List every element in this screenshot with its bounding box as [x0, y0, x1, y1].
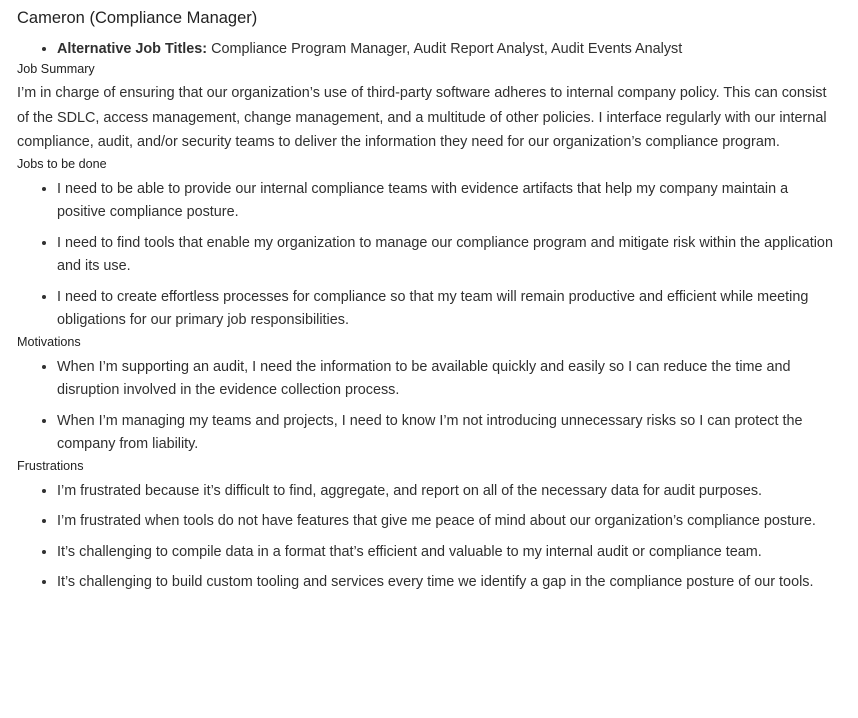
- motivations-list: [17, 356, 840, 457]
- frustrations-heading: Frustrations: [17, 458, 84, 473]
- list-item: • I’m frustrated when tools do not have features that give me peace of mind about our organization’s compliance posture.: [57, 510, 840, 534]
- list-item: • I’m frustrated because it’s difficult to find, aggregate, and report on all of the necessary data for audit purposes.: [57, 480, 840, 504]
- motivations-heading: Motivations: [17, 334, 81, 349]
- job-summary-heading: Job Summary: [17, 62, 95, 76]
- persona-title: Cameron (Compliance Manager): [17, 9, 258, 27]
- alternative-titles-label: Alternative Job Titles:: [57, 41, 208, 57]
- alternative-titles-value: Compliance Program Manager, Audit Report Analyst, Audit Events Analyst: [211, 41, 683, 57]
- alternative-titles-item: [57, 38, 840, 60]
- list-item: • When I’m managing my teams and projects, I need to know I’m not introducing unnecessary risks so I can protect the company from liability.: [57, 410, 840, 457]
- list-item: • It’s challenging to compile data in a format that’s efficient and valuable to my internal audit or compliance team.: [57, 541, 840, 565]
- list-item: • It’s challenging to build custom tooling and services every time we identify a gap in the compliance posture of our tools.: [57, 571, 840, 595]
- list-item: • I need to be able to provide our internal compliance teams with evidence artifacts that help my company maintain a positive compliance posture.: [57, 178, 840, 225]
- alternative-titles-list: [17, 38, 840, 60]
- jobs-list: [17, 178, 840, 333]
- list-item: • I need to create effortless processes for compliance so that my team will remain productive and efficient while meeting obligations for our primary job responsibilities.: [57, 286, 840, 333]
- job-summary-text: I’m in charge of ensuring that our organization’s use of third-party software adheres to internal company policy. This can consist of the SDLC, access management, change management, and a multitude of other policies. I interface regularly with our internal compliance, audit, and/or security teams to deliver the information they need for our organization’s compliance program.: [17, 85, 827, 150]
- frustrations-list: [17, 480, 840, 595]
- list-item: • When I’m supporting an audit, I need the information to be available quickly and easily so I can reduce the time and disruption involved in the evidence collection process.: [57, 356, 840, 403]
- jobs-heading: Jobs to be done: [17, 156, 107, 171]
- list-item: • I need to find tools that enable my organization to manage our compliance program and mitigate risk within the application and its use.: [57, 232, 840, 279]
